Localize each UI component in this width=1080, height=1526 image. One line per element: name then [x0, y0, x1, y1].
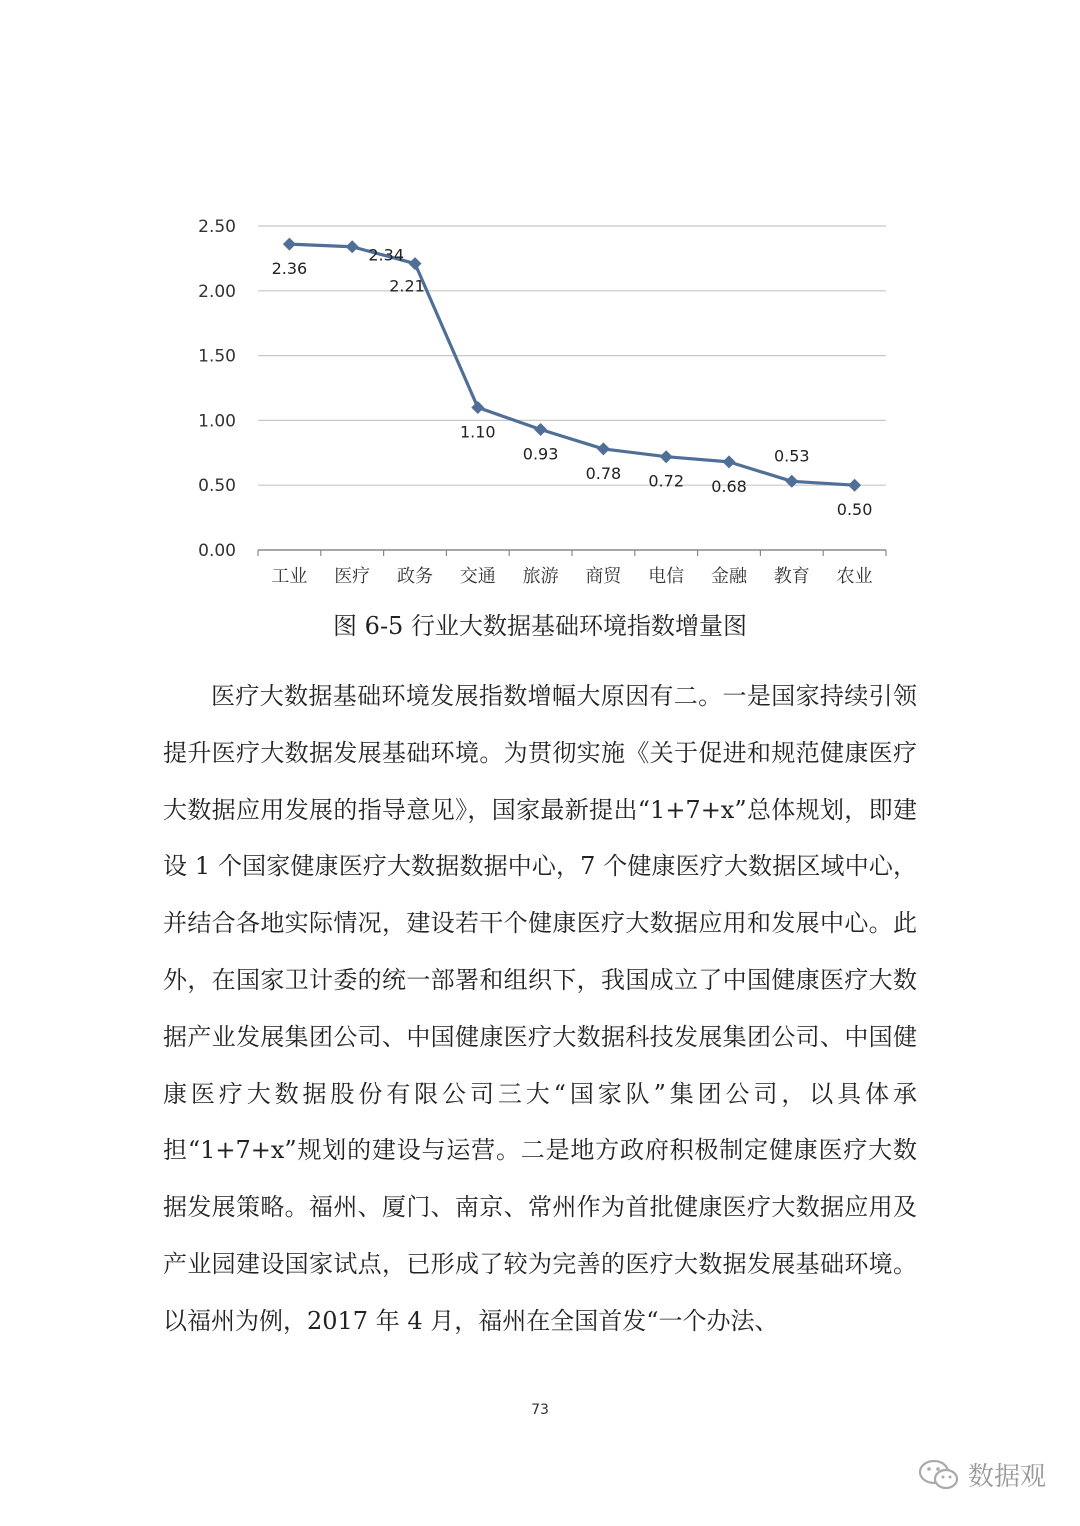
y-tick-label: 1.00	[198, 411, 236, 432]
x-tick-label: 政务	[397, 566, 433, 587]
line-chart	[0, 0, 1080, 600]
x-tick-label: 教育	[773, 566, 810, 587]
data-point-marker	[534, 423, 547, 436]
y-tick-label: 0.50	[198, 476, 236, 497]
x-tick-label: 农业	[836, 566, 873, 587]
data-label: 0.72	[648, 471, 685, 491]
data-point-marker	[785, 475, 798, 488]
x-tick-label: 商贸	[585, 566, 622, 587]
figure-caption: 图 6-5 行业大数据基础环境指数增量图	[333, 612, 747, 640]
series-line-group	[289, 244, 854, 485]
x-tick-label: 旅游	[522, 566, 559, 587]
x-tick-label: 医疗	[334, 566, 371, 587]
watermark	[918, 1456, 1046, 1493]
x-tick-label: 工业	[271, 566, 308, 587]
data-label: 1.10	[459, 422, 496, 442]
page-number: 73	[531, 1402, 549, 1418]
y-tick-label: 1.50	[198, 346, 236, 367]
data-point-marker	[283, 238, 296, 251]
x-axis	[258, 550, 886, 556]
y-tick-label: 0.00	[198, 541, 236, 561]
data-label: 0.50	[836, 500, 873, 520]
data-point-marker	[471, 401, 484, 414]
data-label: 2.34	[368, 245, 405, 265]
x-tick-label: 交通	[459, 566, 496, 587]
data-point-marker	[660, 450, 673, 463]
data-point-marker	[597, 442, 610, 455]
x-axis-ticks	[271, 566, 872, 587]
data-label: 2.36	[271, 259, 308, 279]
data-label: 0.53	[773, 446, 810, 466]
paragraph-text: 医疗大数据基础环境发展指数增幅大原因有二。一是国家持续引领提升医疗大数据发展基础环境。为贯彻实施《关于促进和规范健康医疗大数据应用发展的指导意见》，国家最新提出“1+7+x”总体规划，即建设 1 个国家健康医疗大数据数据中心，7 个健康医疗大数据区域中心，并结合各地实际情况，建设若干个健康医疗大数据应用和发展中心。此外，在国家卫计委的统一部署和组织下，我国成立了中国健康医疗大数据产业发展集团公司、中国健康医疗大数据科技发展集团公司、中国健康医疗大数据股份有限公司三大“国家队”集团公司，以具体承担“1+7+x”规划的建设与运营。二是地方政府积极制定健康医疗大数据发展策略。福州、厦门、南京、常州作为首批健康医疗大数据应用及产业园建设国家试点，已形成了较为完善的医疗大数据发展基础环境。以福州为例，2017 年 4 月，福州在全国首发“一个办法、	[163, 682, 917, 1335]
data-label: 2.21	[389, 276, 425, 296]
data-label: 0.68	[711, 476, 747, 496]
y-tick-label: 2.00	[198, 281, 236, 302]
series-line	[289, 244, 854, 485]
data-point-marker	[346, 240, 359, 253]
data-label: 0.93	[522, 444, 559, 464]
data-point-marker	[723, 455, 736, 468]
data-label: 0.78	[585, 463, 622, 483]
data-point-marker	[409, 257, 422, 270]
data-point-marker	[848, 479, 861, 492]
x-tick-label: 金融	[711, 566, 747, 587]
x-tick-label: 电信	[648, 566, 685, 587]
y-axis-ticks	[198, 217, 236, 561]
body-paragraph	[163, 668, 917, 1350]
wechat-icon	[918, 1458, 960, 1492]
y-tick-label: 2.50	[198, 217, 236, 237]
watermark-text: 数据观	[968, 1462, 1047, 1492]
